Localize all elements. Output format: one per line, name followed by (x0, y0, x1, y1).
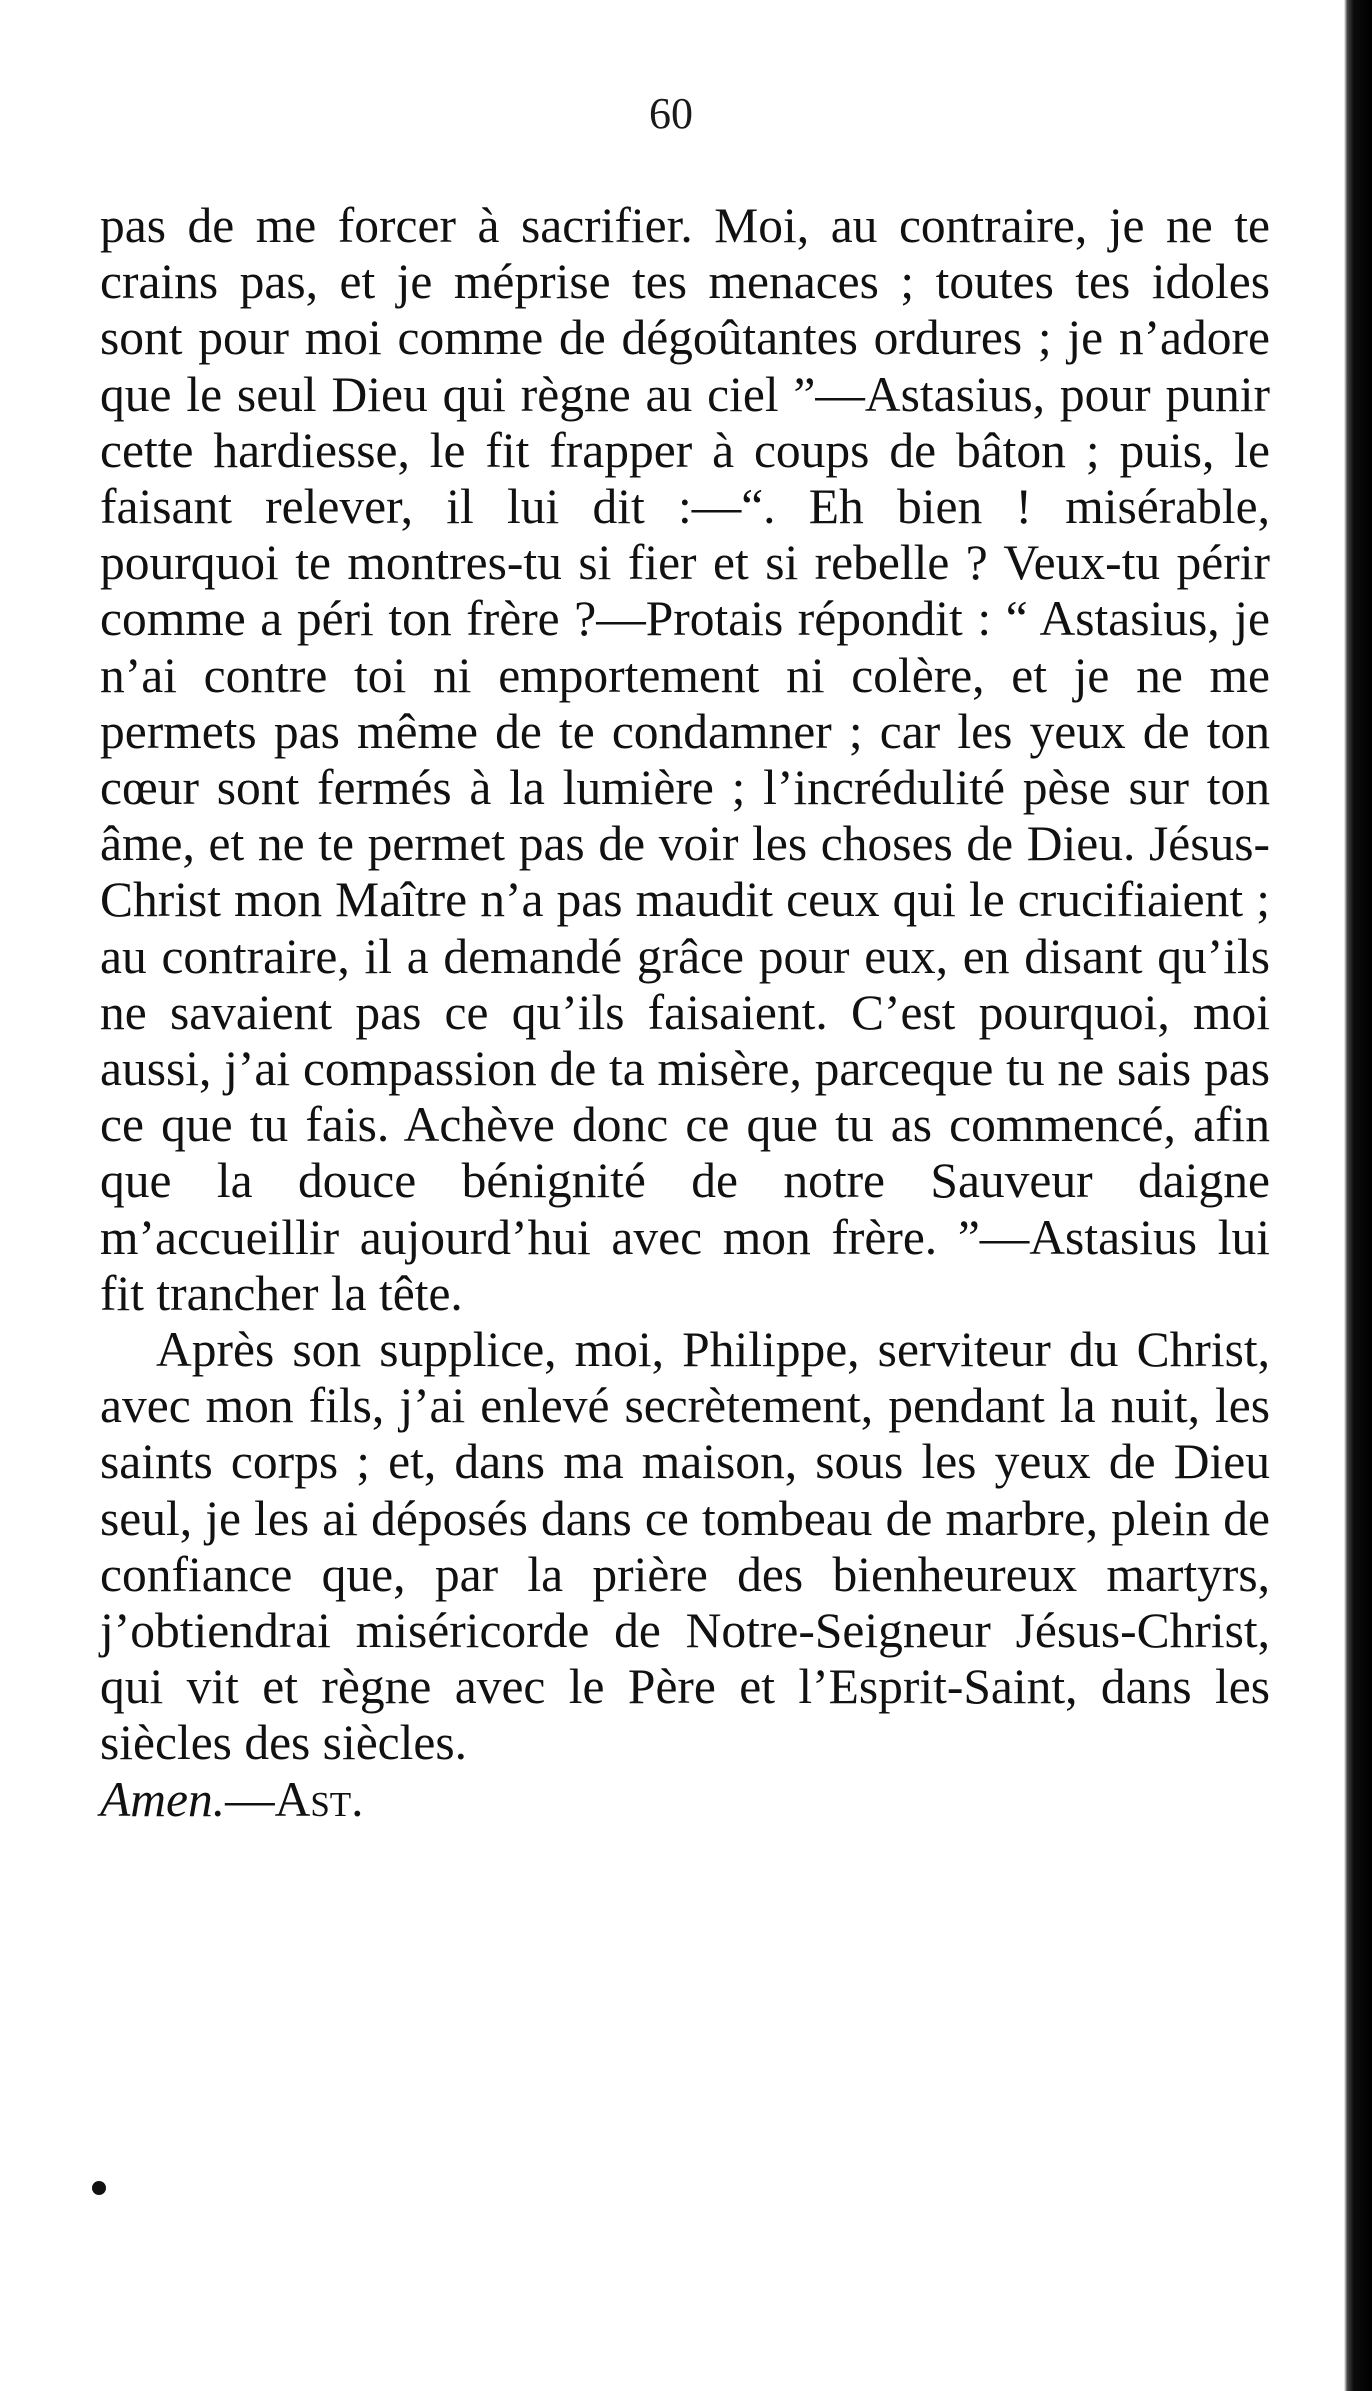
page-number: 60 (649, 89, 693, 138)
signature-line (100, 1772, 1270, 1828)
bullet-mark (92, 2181, 106, 2195)
body-text (100, 198, 1270, 1828)
paragraph-continued: pas de me forcer à sacrifier. Moi, au contraire, je ne te crains pas, et je méprise tes menaces ; toutes tes idoles sont pour moi comme de dégoûtantes ordures ; je n’adore que le seul Dieu qui règne au ciel ”—Astasius, pour punir cette hardiesse, le fit frapper à coups de bâton ; puis, le faisant relever, il lui dit :—“. Eh bien ! misérable, pourquoi te montres-tu si fier et si rebelle ? Veux-tu périr comme a péri ton frère ?—Protais répondit : “ Astasius, je n’ai contre toi ni emportement ni colère, et je ne me permets pas même de te condamner ; car les yeux de ton cœur sont fermés à la lumière ; l’incrédulité pèse sur ton âme, et ne te permet pas de voir les choses de Dieu. Jésus-Christ mon Maître n’a pas maudit ceux qui le crucifiaient ; au contraire, il a demandé grâce pour eux, en disant qu’ils ne savaient pas ce qu’ils faisaient. C’est pourquoi, moi aussi, j’ai compassion de ta misère, parceque tu ne sais pas ce que tu fais. Achève donc ce que tu as commencé, afin que la douce bénignité de notre Sauveur daigne m’accueillir aujourd’hui avec mon frère. ”—Astasius lui fit trancher la tête. (100, 198, 1270, 1321)
paragraph-burial: Après son supplice, moi, Philippe, serviteur du Christ, avec mon fils, j’ai enlevé secrètement, pendant la nuit, les saints corps ; et, dans ma maison, sous les yeux de Dieu seul, je les ai déposés dans ce tombeau de marbre, plein de confiance que, par la prière des bienheureux martyrs, j’obtiendrai miséricorde de Notre-Seigneur Jésus-Christ, qui vit et règne avec le Père et l’Esprit-Saint, dans les siècles des siècles. (100, 1322, 1270, 1771)
signature-author: Ast. (274, 1771, 364, 1827)
signature-dash: — (225, 1771, 275, 1827)
book-spine-edge (1344, 0, 1372, 2391)
signature-amen: Amen. (100, 1771, 226, 1827)
